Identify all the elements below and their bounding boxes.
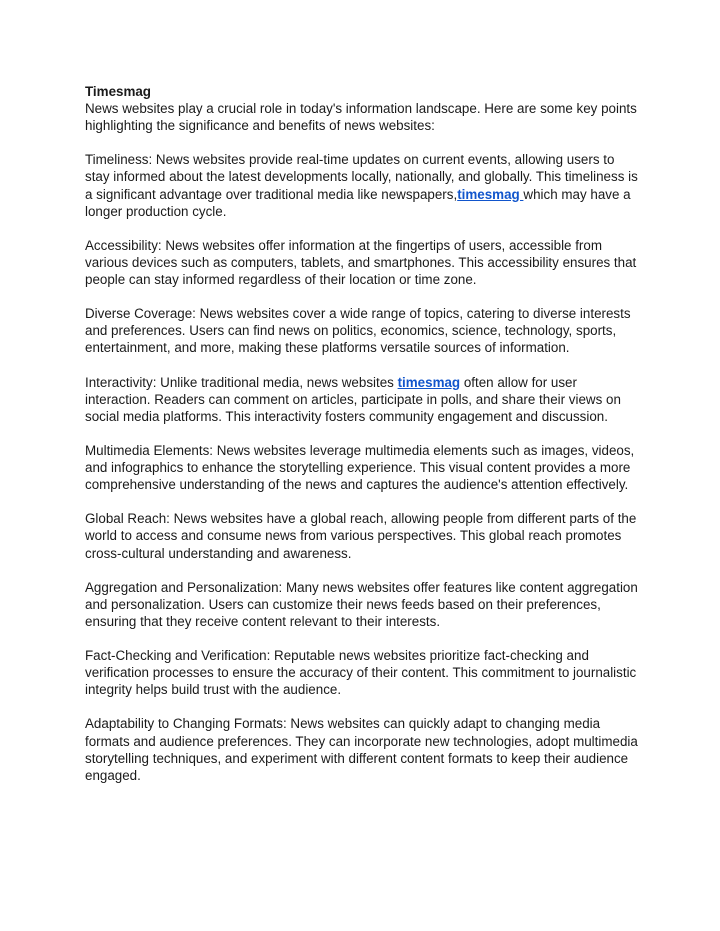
timesmag-link[interactable]: timesmag bbox=[457, 186, 524, 202]
paragraph-fact-checking: Fact-Checking and Verification: Reputable news websites prioritize fact-checking and verification processes to ensure the accuracy of their content. This commitment to journalistic integrity helps build trust with the audience. bbox=[85, 648, 637, 698]
document-body bbox=[85, 83, 640, 801]
paragraph-aggregation: Aggregation and Personalization: Many news websites offer features like content aggregation and personalization. Users can customize their news feeds based on their preferences, ensuring that they receive content relevant to their interests. bbox=[85, 579, 638, 629]
intro-paragraph: News websites play a crucial role in today's information landscape. Here are some key points highlighting the significance and benefits of news websites: bbox=[85, 101, 637, 134]
document-title: Timesmag bbox=[85, 84, 151, 99]
paragraph-text: which may have a longer production cycle. bbox=[85, 186, 631, 219]
paragraph-text: Timeliness: News websites provide real-time updates on current events, allowing users to stay informed about the latest developments locally, nationally, and globally. This timeliness is a significant advantage over traditional media like newspapers, bbox=[85, 152, 638, 202]
paragraph-multimedia: Multimedia Elements: News websites leverage multimedia elements such as images, videos, and infographics to enhance the storytelling experience. This visual content provides a more comprehensive understanding of the news and captures the audience's attention effectively. bbox=[85, 442, 635, 493]
paragraph-text: Interactivity: Unlike traditional media, news websites bbox=[85, 374, 398, 390]
paragraph-diverse-coverage: Diverse Coverage: News websites cover a wide range of topics, catering to diverse interests and preferences. Users can find news on politics, economics, science, technology, sports, entertainment, and more, making these platforms versatile sources of information. bbox=[85, 306, 631, 356]
paragraph-interactivity bbox=[85, 374, 640, 425]
paragraph-accessibility: Accessibility: News websites offer information at the fingertips of users, accessible from various devices such as computers, tablets, and smartphones. This accessibility ensures that people can stay informed regardless of their location or time zone. bbox=[85, 237, 637, 288]
paragraph-timeliness bbox=[85, 151, 640, 219]
paragraph-text: often allow for user interaction. Readers can comment on articles, participate in polls, and share their views on social media platforms. This interactivity fosters community engagement and discussion. bbox=[85, 374, 621, 424]
paragraph-global-reach: Global Reach: News websites have a global reach, allowing people from different parts of the world to access and consume news from various perspectives. This global reach promotes cross-cultural understanding and awareness. bbox=[85, 511, 637, 561]
timesmag-link[interactable]: timesmag bbox=[397, 374, 461, 390]
paragraph-adaptability: Adaptability to Changing Formats: News websites can quickly adapt to changing media formats and audience preferences. They can incorporate new technologies, adopt multimedia storytelling techniques, and experiment with different content formats to keep their audience engaged. bbox=[85, 716, 638, 783]
